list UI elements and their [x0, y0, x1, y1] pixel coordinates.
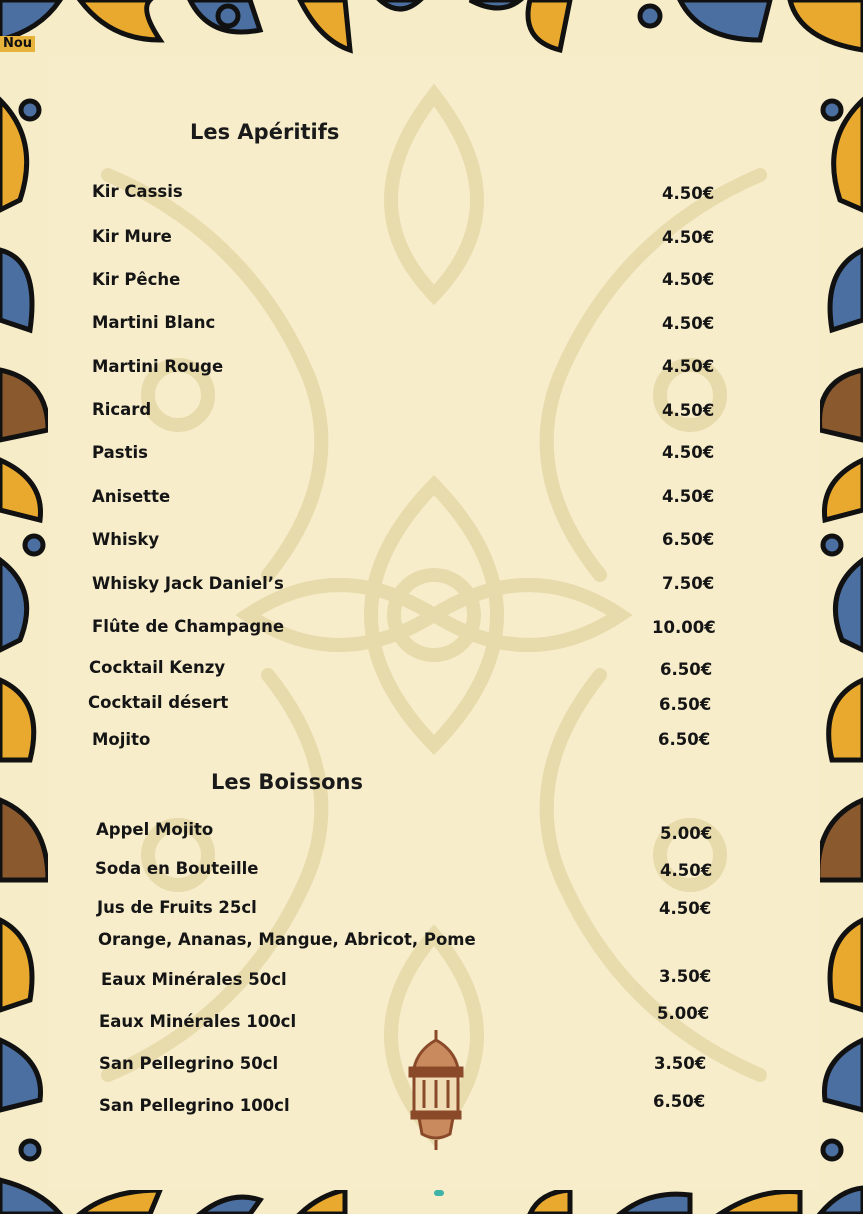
menu-item-name: Mojito	[92, 730, 151, 749]
section-title-boissons: Les Boissons	[211, 770, 363, 794]
menu-item-name: Pastis	[92, 443, 148, 462]
section-title-aperitifs: Les Apéritifs	[190, 120, 340, 144]
menu-item-price: 5.00€	[657, 1004, 710, 1023]
menu-item-price: 3.50€	[659, 967, 712, 986]
menu-item-price: 6.50€	[653, 1092, 706, 1111]
menu-item-name: Martini Rouge	[92, 357, 224, 376]
menu-item-price: 6.50€	[659, 695, 712, 714]
menu-item-name: Kir Mure	[92, 227, 172, 246]
menu-item-price: 10.00€	[652, 618, 716, 637]
menu-item-price: 4.50€	[662, 357, 715, 376]
corner-tag: Nou	[0, 36, 35, 52]
menu-item-name: Kir Pêche	[92, 270, 181, 289]
menu-item-price: 4.50€	[662, 184, 715, 203]
menu-item-name: Cocktail désert	[88, 693, 229, 712]
lantern-icon	[404, 1028, 468, 1152]
menu-item-price: 6.50€	[660, 660, 713, 679]
menu-item-name: Whisky Jack Daniel’s	[92, 574, 284, 593]
menu-item-name: Jus de Fruits 25cl	[97, 898, 257, 917]
menu-item-name: Flûte de Champagne	[92, 617, 285, 636]
menu-item-name: Cocktail Kenzy	[89, 658, 226, 677]
menu-item-price: 5.00€	[660, 824, 713, 843]
menu-item-price: 4.50€	[662, 443, 715, 462]
bottom-dot	[434, 1190, 444, 1196]
menu-item-name: Anisette	[92, 487, 171, 506]
menu-item-name: Appel Mojito	[96, 820, 214, 839]
menu-item-price: 4.50€	[662, 487, 715, 506]
menu-item-price: 4.50€	[660, 861, 713, 880]
menu-item-price: 7.50€	[662, 574, 715, 593]
menu-item-name: Eaux Minérales 100cl	[99, 1012, 297, 1031]
menu-item-name: San Pellegrino 100cl	[99, 1096, 290, 1115]
menu-item-name: Whisky	[92, 530, 160, 549]
menu-item-note: Orange, Ananas, Mangue, Abricot, Pome	[98, 930, 476, 949]
menu-item-price: 4.50€	[662, 270, 715, 289]
menu-item-price: 6.50€	[658, 730, 711, 749]
menu-item-name: Martini Blanc	[92, 313, 216, 332]
menu-item-price: 4.50€	[662, 314, 715, 333]
menu-item-price: 6.50€	[662, 530, 715, 549]
menu-item-name: Eaux Minérales 50cl	[101, 970, 287, 989]
menu-item-price: 4.50€	[662, 228, 715, 247]
menu-item-price: 4.50€	[662, 401, 715, 420]
menu-item-name: Soda en Bouteille	[95, 859, 259, 878]
menu-item-price: 4.50€	[659, 899, 712, 918]
menu-item-name: San Pellegrino 50cl	[99, 1054, 279, 1073]
menu-item-name: Kir Cassis	[92, 182, 183, 201]
menu-item-name: Ricard	[92, 400, 152, 419]
menu-item-price: 3.50€	[654, 1054, 707, 1073]
